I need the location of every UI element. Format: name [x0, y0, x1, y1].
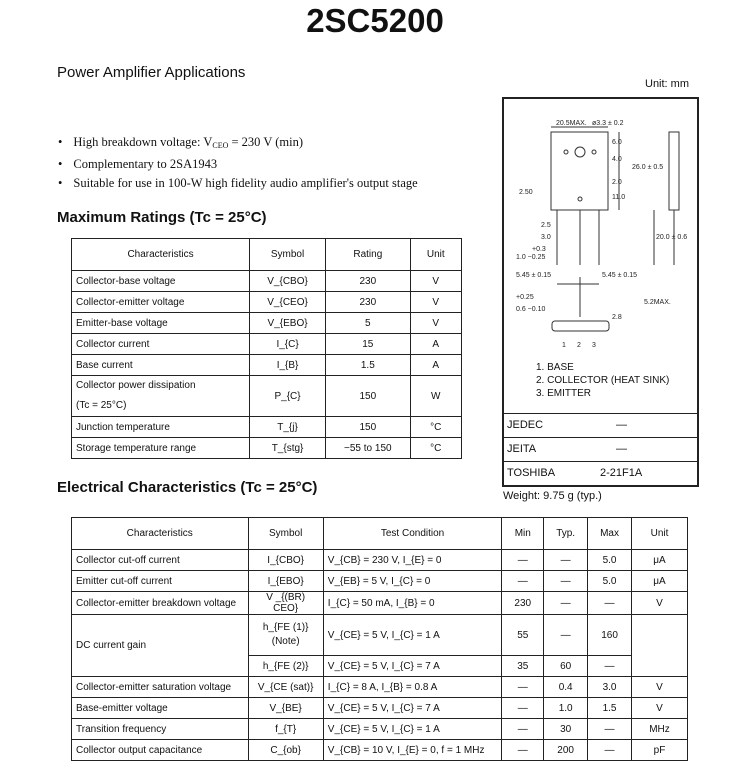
- rating-cell: 15: [326, 334, 410, 355]
- standard-value: —: [616, 419, 627, 431]
- min-cell: 55: [502, 615, 544, 656]
- rating-cell: 5: [326, 313, 410, 334]
- symbol-cell: I_{CBO}: [248, 550, 323, 571]
- package-row-toshiba: [504, 461, 697, 485]
- pin-legend: [536, 361, 669, 400]
- table-row: [72, 719, 688, 740]
- table-row: [72, 271, 462, 292]
- max-cell: —: [588, 656, 632, 677]
- min-cell: —: [502, 719, 544, 740]
- unit-cell: A: [410, 355, 461, 376]
- column-header: Typ.: [544, 518, 588, 550]
- column-header: Max: [588, 518, 632, 550]
- table-row: [72, 376, 462, 417]
- standard-value: —: [616, 443, 627, 455]
- column-header: Test Condition: [323, 518, 502, 550]
- pin-1: 1. BASE: [536, 362, 574, 373]
- column-header: Characteristics: [72, 239, 250, 271]
- min-cell: —: [502, 698, 544, 719]
- symbol-cell: V_{CEO}: [250, 292, 326, 313]
- test-condition-cell: V_{CB} = 10 V, I_{E} = 0, f = 1 MHz: [323, 740, 502, 761]
- header-row: [72, 518, 688, 550]
- characteristic-cell: Collector current: [72, 334, 250, 355]
- characteristic-cell: Collector-emitter voltage: [72, 292, 250, 313]
- column-header: Symbol: [250, 239, 326, 271]
- typ-cell: 200: [544, 740, 588, 761]
- standard-label: TOSHIBA: [507, 467, 556, 479]
- min-cell: —: [502, 677, 544, 698]
- typ-cell: 30: [544, 719, 588, 740]
- column-header: Rating: [326, 239, 410, 271]
- table-row: [72, 438, 462, 459]
- typ-cell: 1.0: [544, 698, 588, 719]
- characteristic-cell: Collector output capacitance: [72, 740, 249, 761]
- table-row: [72, 615, 688, 656]
- max-cell: —: [588, 592, 632, 615]
- typ-cell: —: [544, 615, 588, 656]
- column-header: Symbol: [248, 518, 323, 550]
- symbol-cell: C_{ob}: [248, 740, 323, 761]
- feature-item: • Complementary to 2SA1943: [58, 155, 418, 174]
- dimension-label: 0.6 −0.10: [516, 306, 546, 313]
- table-row: [72, 313, 462, 334]
- test-condition-cell: I_{C} = 8 A, I_{B} = 0.8 A: [323, 677, 502, 698]
- dimension-label: 2.0: [612, 179, 622, 186]
- unit-cell: V: [410, 271, 461, 292]
- package-row-jeita: [504, 437, 697, 461]
- unit-label: Unit: mm: [645, 78, 689, 90]
- characteristic-cell: Base current: [72, 355, 250, 376]
- package-drawing: [504, 99, 697, 359]
- dimension-label: 3: [592, 342, 596, 349]
- unit-cell: V: [632, 677, 688, 698]
- symbol-cell: h_{FE (1)} (Note): [248, 615, 323, 656]
- dimension-label: 2: [577, 342, 581, 349]
- dimension-label: 5.45 ± 0.15: [602, 272, 637, 279]
- typ-cell: 60: [544, 656, 588, 677]
- symbol-cell: I_{B}: [250, 355, 326, 376]
- test-condition-cell: V_{EB} = 5 V, I_{C} = 0: [323, 571, 502, 592]
- max-cell: —: [588, 719, 632, 740]
- unit-cell: MHz: [632, 719, 688, 740]
- standard-label: JEITA: [507, 443, 537, 455]
- electrical-characteristics-table: [71, 517, 688, 761]
- package-outline: [502, 97, 699, 487]
- characteristic-cell: Collector cut-off current: [72, 550, 249, 571]
- test-condition-cell: V_{CE} = 5 V, I_{C} = 7 A: [323, 656, 502, 677]
- unit-cell: pF: [632, 740, 688, 761]
- weight-label: Weight: 9.75 g (typ.): [503, 490, 602, 502]
- column-header: Min: [502, 518, 544, 550]
- feature-list: [58, 133, 418, 193]
- characteristic-cell: Collector-emitter saturation voltage: [72, 677, 249, 698]
- typ-cell: —: [544, 571, 588, 592]
- symbol-cell: P_{C}: [250, 376, 326, 417]
- characteristic-cell: Collector-base voltage: [72, 271, 250, 292]
- symbol-cell: V_{BE}: [248, 698, 323, 719]
- unit-cell: V: [410, 292, 461, 313]
- test-condition-cell: V_{CB} = 230 V, I_{E} = 0: [323, 550, 502, 571]
- characteristic-cell: Transition frequency: [72, 719, 249, 740]
- package-row-jedec: [504, 413, 697, 437]
- table-row: [72, 677, 688, 698]
- table-row: [72, 550, 688, 571]
- unit-cell: W: [410, 376, 461, 417]
- table-row: [72, 334, 462, 355]
- dimension-label: 2.50: [519, 189, 533, 196]
- dimension-label: 2.5: [541, 222, 551, 229]
- symbol-cell: V_{EBO}: [250, 313, 326, 334]
- table-row: [72, 571, 688, 592]
- column-header: Characteristics: [72, 518, 249, 550]
- symbol-cell: V_{CE (sat)}: [248, 677, 323, 698]
- unit-cell: °C: [410, 438, 461, 459]
- typ-cell: —: [544, 592, 588, 615]
- test-condition-cell: V_{CE} = 5 V, I_{C} = 7 A: [323, 698, 502, 719]
- characteristic-cell: Collector power dissipation (Tc = 25°C): [72, 376, 250, 417]
- test-condition-cell: V_{CE} = 5 V, I_{C} = 1 A: [323, 719, 502, 740]
- symbol-cell: V_{CBO}: [250, 271, 326, 292]
- table-row: [72, 740, 688, 761]
- feature-item: • High breakdown voltage: $V_{CEO} = 230$ V (min): [58, 133, 418, 155]
- dimension-label: 5.45 ± 0.15: [516, 272, 551, 279]
- rating-cell: 230: [326, 292, 410, 313]
- dimension-label: 2.8: [612, 314, 622, 321]
- characteristic-cell: DC current gain: [72, 615, 249, 677]
- unit-cell: μA: [632, 550, 688, 571]
- symbol-cell: V _{(BR) CEO}: [248, 592, 323, 615]
- max-cell: 3.0: [588, 677, 632, 698]
- unit-cell: V: [632, 698, 688, 719]
- dimension-label: +0.25: [516, 294, 534, 301]
- rating-cell: 150: [326, 376, 410, 417]
- typ-cell: 0.4: [544, 677, 588, 698]
- max-cell: 1.5: [588, 698, 632, 719]
- header-row: [72, 239, 462, 271]
- characteristic-cell: Emitter cut-off current: [72, 571, 249, 592]
- symbol-cell: h_{FE (2)}: [248, 656, 323, 677]
- table-row: [72, 698, 688, 719]
- dimension-label: 1: [562, 342, 566, 349]
- min-cell: 230: [502, 592, 544, 615]
- dimension-label: 11.0: [612, 194, 626, 201]
- dimension-label: +0.3: [532, 246, 546, 253]
- unit-cell: °C: [410, 417, 461, 438]
- symbol-cell: f_{T}: [248, 719, 323, 740]
- symbol-cell: T_{j}: [250, 417, 326, 438]
- max-cell: 5.0: [588, 571, 632, 592]
- pin-2: 2. COLLECTOR (HEAT SINK): [536, 375, 670, 386]
- column-header: Unit: [410, 239, 461, 271]
- feature-item: • Suitable for use in 100-W high fidelity audio amplifier's output stage: [58, 174, 418, 193]
- standard-value: 2-21F1A: [600, 467, 643, 479]
- min-cell: —: [502, 550, 544, 571]
- part-number-title: 2SC5200: [306, 2, 444, 39]
- max-cell: —: [588, 740, 632, 761]
- characteristic-cell: Emitter-base voltage: [72, 313, 250, 334]
- electrical-heading: Electrical Characteristics (Tc = 25°C): [57, 479, 318, 496]
- pin-3: 3. EMITTER: [536, 388, 592, 399]
- max-cell: 5.0: [588, 550, 632, 571]
- symbol-cell: T_{stg}: [250, 438, 326, 459]
- column-header: Unit: [632, 518, 688, 550]
- dimension-label: 20.5MAX.: [556, 120, 587, 127]
- dimension-label: 3.0: [541, 234, 551, 241]
- min-cell: —: [502, 571, 544, 592]
- characteristic-cell: Storage temperature range: [72, 438, 250, 459]
- max-ratings-heading: Maximum Ratings (Tc = 25°C): [57, 209, 267, 226]
- characteristic-cell: Collector-emitter breakdown voltage: [72, 592, 249, 615]
- dimension-label: 5.2MAX.: [644, 299, 671, 306]
- unit-cell: V: [632, 592, 688, 615]
- rating-cell: 150: [326, 417, 410, 438]
- symbol-cell: I_{C}: [250, 334, 326, 355]
- test-condition-cell: V_{CE} = 5 V, I_{C} = 1 A: [323, 615, 502, 656]
- max-ratings-table: [71, 238, 462, 459]
- test-condition-cell: I_{C} = 50 mA, I_{B} = 0: [323, 592, 502, 615]
- unit-cell: [632, 615, 688, 677]
- typ-cell: —: [544, 550, 588, 571]
- dimension-label: 20.0 ± 0.6: [656, 234, 688, 241]
- table-row: [72, 292, 462, 313]
- unit-cell: μA: [632, 571, 688, 592]
- characteristic-cell: Base-emitter voltage: [72, 698, 249, 719]
- application-subtitle: Power Amplifier Applications: [57, 64, 246, 81]
- rating-cell: 1.5: [326, 355, 410, 376]
- dimension-label: 6.0: [612, 139, 622, 146]
- symbol-cell: I_{EBO}: [248, 571, 323, 592]
- rating-cell: 230: [326, 271, 410, 292]
- dimension-label: 26.0 ± 0.5: [632, 164, 664, 171]
- characteristic-cell: Junction temperature: [72, 417, 250, 438]
- dimension-label: 4.0: [612, 156, 622, 163]
- unit-cell: V: [410, 313, 461, 334]
- min-cell: 35: [502, 656, 544, 677]
- unit-cell: A: [410, 334, 461, 355]
- table-row: [72, 592, 688, 615]
- rating-cell: −55 to 150: [326, 438, 410, 459]
- dimension-labels: [516, 120, 687, 349]
- dimension-label: 1.0 −0.25: [516, 254, 546, 261]
- standard-label: JEDEC: [507, 419, 544, 431]
- max-cell: 160: [588, 615, 632, 656]
- min-cell: —: [502, 740, 544, 761]
- table-row: [72, 355, 462, 376]
- table-row: [72, 417, 462, 438]
- dimension-label: ø3.3 ± 0.2: [592, 120, 624, 127]
